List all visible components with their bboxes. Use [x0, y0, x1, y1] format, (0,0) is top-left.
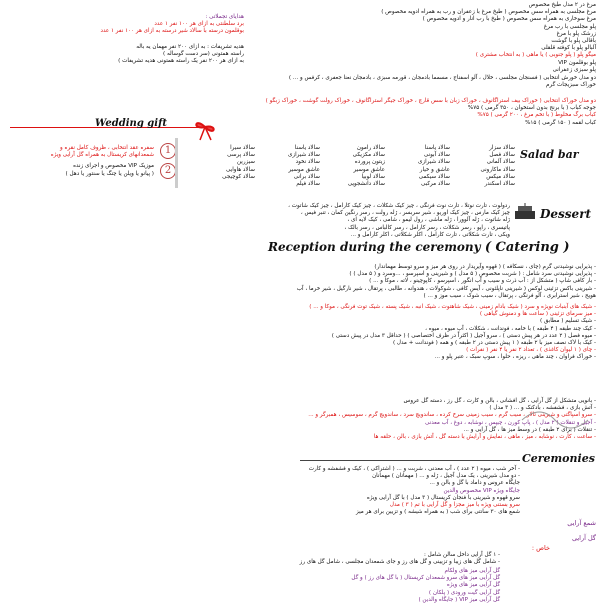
menu-line: کباب برگ مخلوط ( با تخم مرغ ، ۲۰۰ گرمی ) ۷۵%	[477, 112, 596, 119]
salad-item: سیزرین	[237, 159, 255, 166]
ceremony-line: - دو مدل شیرینی ، یک مدل آجیل ، ژله و ... ( مهمانان ) مهمانان	[372, 473, 520, 480]
menu-line: دو مدل خورش انتخابی ( فسنجان مجلسی ، خلال ، آلو اسفناج ، مسمما بادمجان ، قورمه سبزی ، بادمجان نعنا جعفری ، کرفس و ... )	[288, 75, 596, 81]
reception-line: - شیک تسلیم ( مطابق )	[540, 318, 596, 325]
reception-line: هویج ، شیر استرابری ، آلو فرنگی ، پرتقال ، سیب شوک ، سیب موز و ... )	[423, 292, 596, 299]
salad-item: عاشق موسیر	[353, 166, 385, 173]
ceremony-line: - ساعت ، کارت ، نوشابه ، میز ، ماهی ، نمایش و آرایش با دسته گل ، آتش بازی ، بالن ، حلقه ها	[373, 434, 596, 441]
stews-block	[60, 75, 596, 89]
ceremony-line: - تنقلات ( برای ۲ طبقه ) در وسط میز ها ، گل آرایی و ...	[463, 426, 596, 433]
reception-line: - شیرینی باکس تزئینی لوکس ( شیرینی ناپلئونی ، آیس کافی ، شوکولات ، هندوانه ، طالبی ، پرتقال ، شیر نارگیل ، شیر خرما ، آب	[296, 285, 596, 292]
ceremonies-title: Ceremonies	[522, 452, 595, 465]
salad-item: سالاد پرسی	[227, 152, 255, 159]
ceremony-line: - سرو اسپاگتی و شیرینی تالار ، سیب گرم ، سیب زمینی سرخ کرده ، ساندویچ سرد ، ساندویچ گرم ، سوسیس ، همبرگر و ...	[308, 412, 596, 419]
salad-item: سالاد رامون	[356, 145, 385, 151]
salad-col-5	[195, 145, 255, 181]
menu-line: دو مدل خوراک انتخابی ( خوراک بیف استراگانوف ، خوراک زبان با سس قارچ ، خوراک جیگر استراگانوف ، خوراک رولت گوشت ، خوراک زبگو )	[265, 98, 596, 104]
ceremony-line: شمع های ۳۰ سانتی برای شب ( به همراه شیشه ) و تزیین برای هر میز	[356, 509, 520, 516]
flower-line: گل آرایی میز های سرو شمعدان کریستال ( با گل های رز ) و گل	[351, 575, 500, 582]
cake-icon	[512, 203, 538, 221]
flower-line: گل آرایی میز های ولکام	[444, 568, 500, 574]
ceremony-side-labels	[500, 520, 596, 527]
reception-list	[40, 264, 596, 362]
salad-col-2	[390, 145, 450, 188]
salad-item: سالاد هاوایی	[226, 166, 255, 173]
gift-list	[4, 145, 154, 178]
gift-separator	[175, 138, 178, 188]
flower-label: گل آرایی	[571, 534, 596, 542]
salad-item: سالاد برانی	[293, 173, 320, 180]
gift-line: ( پیانو یا ویلن یا چنگ یا سنتور یا دهل )	[65, 170, 154, 177]
salad-bar-title: Salad bar	[520, 148, 579, 161]
dessert-line: ژله شاتوت ، ژله آلوورا ، ژله ماشی ، رول لیمو ، شامی ، کیک لایه ای ،	[347, 217, 510, 224]
salad-item: سالاد آلمانی	[486, 159, 515, 166]
gift-line: هدیه تشریفات : به ازای ۲۰۰ نفر مهمان یه باله	[136, 44, 244, 50]
menu-line: باقالی پلو با گوشت	[551, 38, 596, 45]
reception-line: - پذیرایی نوشیدنی سرد شامل : ( شربت مخصوص ( ۵ مدل ) و شیرینی و اسپرسو ، ...وسرد و ( ۵ مدل ) )	[349, 271, 596, 278]
menu-line: میگو پلو ( پلو جنوبی ) یا ماهی ( به انتخاب مشتری )	[475, 52, 596, 59]
salad-item: سالاد یاسنا	[294, 145, 320, 151]
salad-item: سالاد سزار	[489, 145, 515, 151]
dessert-line: ویکی ، تارت شکلاتی ، تارت کارامل ، اکلر شکلاتی ، اکلر کارامل و ...	[350, 231, 510, 238]
dessert-line: پاتیسری ، راپو ، رسر شکلات ، رسر کارامل ، رسر کالباس ، رسر بالک ،	[344, 224, 510, 231]
salad-item: سالاد میکس	[486, 173, 515, 180]
salad-item: سالاد کوچیجی	[222, 173, 255, 180]
divider-ornament-icon	[520, 400, 590, 440]
ceremony-line: - آجیل و تنقلات ( ۲ مدل ) ، پاپ کورن ، چیپس ، نوشابه ، دوغ ، آب معدنی	[425, 419, 596, 426]
flower-list	[200, 552, 500, 566]
menu-line: مرغ سوخاری به همراه سس مخصوص ( طبخ با رب انار و ادویه مخصوص )	[422, 16, 596, 23]
salad-item: سالاد نخود	[295, 159, 320, 166]
gift-line: بوقلمون درسته با سالاد شیر درسته به ازای هر ۱۰۰ نفر ۱ عدد	[100, 28, 244, 35]
reception-title-text: Reception during the ceremony	[268, 240, 481, 254]
flower-line: - ۱ گل آرایی داخل سالن شامل :	[423, 552, 500, 558]
hedieh-block	[4, 44, 244, 66]
ceremony-line: جایگاه عروس و داماد با گل و بالن و ...	[429, 480, 520, 487]
gift-line: به ازای هر ۲۰۰ نفر یک راسته همتونی هدیه تشریفات )	[118, 58, 244, 65]
salad-item: عاشق موسیر	[288, 166, 320, 173]
gift-line: شمعدانهای کریستال به همراه گل آرایی ویژه	[50, 152, 154, 159]
dessert-title: Dessert	[540, 207, 592, 221]
menu-line: مرغ مجلسی به همراه سس مخصوص ( طبخ مرغ با زعفران و رب به همراه ادویه مخصوص )	[381, 9, 596, 16]
luxury-gifts-block	[4, 14, 244, 36]
dessert-list	[160, 203, 510, 239]
salad-item: سالاد دانشجویی	[347, 181, 385, 188]
menu-line: آلبالو پلو با کوفته قلقلی	[541, 45, 596, 52]
salad-item: سالاد فیلم	[296, 181, 320, 188]
gift-line: موزیک VIP مخصوص و اجرای زنده	[73, 163, 154, 170]
ceremony-line: - آتش بازی ، فشفشه ، بادکنک و ... ( ۳ مدل )	[489, 405, 596, 412]
flower-line: گل آرایی میز های ویژه	[446, 582, 500, 589]
ceremony-line: سرو بستنی ویژه با میز مجزا و گل آرایی با تم ( ۳ ) مدل	[389, 502, 520, 509]
flower-line: گل آرایی گیت ورودی ( پلکان )	[428, 589, 500, 596]
ceremonies-divider	[300, 460, 520, 461]
main-dishes-block	[250, 2, 596, 74]
salad-item: سالاد فصل	[489, 152, 515, 159]
menu-line: مرغ در ۲ مدل طبخ مخصوص	[528, 2, 596, 8]
reception-line: - میوه فصل ( ۲ عدد در هر پیش دستی ) ، سرو آجیل ( اکثراً در ظرف اختصاصی ) ( حداقل ۳ مدل در پیش دستی )	[331, 332, 596, 339]
menu-line: خوراک سبزیجات گرم	[546, 82, 596, 89]
reception-title	[268, 240, 570, 255]
salad-item: سالاد مکزیکی	[352, 152, 385, 159]
ceremony-line: - بانویی متشکل از گل آرایی ، گل افشانی ، بالن و کارت ، گل رز ، دسته گل عروس	[403, 398, 596, 404]
salad-col-1	[455, 145, 515, 188]
reception-subtitle: ( Catering )	[484, 240, 570, 255]
menu-line: پلو مجلسی با رب مرغ	[543, 23, 596, 30]
ceremonies-list-a	[40, 398, 596, 441]
special-label: خاص :	[531, 544, 550, 552]
gift-line: راسته همتونی (سر دست گوساله )	[163, 51, 244, 58]
ceremonies-list-b	[40, 466, 520, 516]
reception-line: - شیک های آبنبات نویژه و سرد ( شیک بادام زمینی ، شیک شاهتوت ، شیک انبه ، شیک پسته ، شیک توت فرنگی ، موکا و ... )	[309, 304, 596, 311]
flower-line: گل آرایی میز VIP ( جایگاه والدین )	[418, 596, 500, 603]
dessert-line: چیز کیک مارس ، چیز کیک اوریو ، شیر سربسر ، ژله رولت ، رسر رنگین کمان ، تنبر فیس ،	[300, 210, 510, 217]
menu-line: زرشک پلو با مرغ	[556, 30, 596, 37]
gift-line: برد سلطنتی به ازای هر ۱۰۰ نفر ۱ عدد	[154, 21, 244, 28]
flower-label-block	[520, 535, 596, 542]
candle-label: شمع آرایی	[567, 519, 596, 527]
menu-line: جوجه کباب ( با برنج بدون استخوان ، ۳۵۰ گرمی ) ۷۵%	[467, 105, 596, 112]
gift-number-1: 1	[160, 143, 176, 159]
reception-line: - بار کافی شاپ ( متشکل از : آب ذرت و سیب و آب انگور ، اسپرسو ، کاپوچینو ، لاته ، موکا و ... )	[369, 278, 596, 285]
gift-line: سفره عقد انتخابی ، ظروف کامل نقره و	[60, 145, 154, 151]
salad-item: سالاد شیرازی	[288, 152, 320, 159]
salad-item: سالاد شیرازی	[418, 159, 450, 166]
salad-col-4	[260, 145, 320, 188]
gift-heading: هدایای تجملاتی :	[205, 14, 244, 20]
wedding-gift-title: Wedding gift	[95, 118, 168, 129]
ceremony-line: جایگاه ویژه VIP مخصوص والدین	[443, 487, 520, 494]
flower-line: - شامل گل های زیبا و تزیینی و گل های رز و جای شمعدان مجلسی ، شامل گل های رز	[299, 559, 500, 566]
flower-sublist	[351, 568, 500, 604]
salad-item: سالاد سیرا	[230, 145, 255, 151]
salad-item: سالاد اسکندر	[484, 181, 515, 188]
reception-line: - چای ( ۱ لیوان کاغذی ) ، تعداد ۲ نفر یا ۴ نفر ( نفرات )	[466, 347, 596, 354]
dessert-line: ردولوت ، تارت نوتلا ، تارت نوت فرنگی ، چیز کیک شکلات ، چیز کیک کارامل ، چیز کیک شاتوت ،	[288, 203, 510, 209]
salad-item: عاشق و خیار	[419, 166, 450, 173]
menu-line: کباب لقمه ( ۱۵۰ گرمی ) ۱۵%	[525, 119, 596, 126]
salad-col-3	[325, 145, 385, 188]
ceremony-line: سرو قهوه و شیرینی با فنجان کریستال ( ۳ مدل ) با گل آرایی ویژه	[366, 494, 520, 501]
salad-item: سالاد ماکارونی	[480, 166, 515, 173]
reception-line: - میز سرمای تزئینی ( ساعت ها و دمنوش گیاهی )	[479, 311, 596, 318]
salad-item: سالاد مرکبی	[421, 181, 450, 188]
salad-item: سالاد لوبیا	[361, 173, 385, 180]
reception-line: - کیک چند طبقه ( ۴ طبقه ) با خامه ، فوندانت ، شکلات ، آب میوه ، میوه ،	[425, 325, 596, 332]
salad-item: سالاد سیکمی	[418, 173, 450, 180]
salad-item: سالاد آبونی	[423, 152, 450, 159]
salad-item: سالاد یاسنا	[424, 145, 450, 151]
reception-line: - خوراک فراوان ، چند ماهی ، ریزه ، حلوا ، سوپ سبک ، عنبر پلو و ...	[434, 354, 596, 361]
gift-number-2: 2	[160, 163, 176, 179]
reception-line: - پذیرایی نوشیدنی گرم (چای ، نسکافه ) ( قهوه وآیریدار در روی هر میز و سرو توسط مهماندار)	[374, 264, 596, 270]
bow-icon	[190, 112, 220, 142]
reception-line: - کیک با لاک نصف میز با ۲ طبقه ( ۱ پیش دستی در ۲ طبقه ) و همه ( فوندانت + مدل )	[392, 340, 596, 347]
ceremony-line: - آخر شب ، میوه ( ۲ عدد ) ، آب معدنی ، شربت و ... ( اشتراکی ) ، کیک و فشفشه و کارت	[308, 466, 520, 472]
salad-item: زیتون پرورده	[354, 159, 385, 166]
menu-line: پلو بوقلمون VIP	[558, 59, 596, 66]
menu-line: پلو سبزی زعفرانی	[552, 66, 596, 73]
